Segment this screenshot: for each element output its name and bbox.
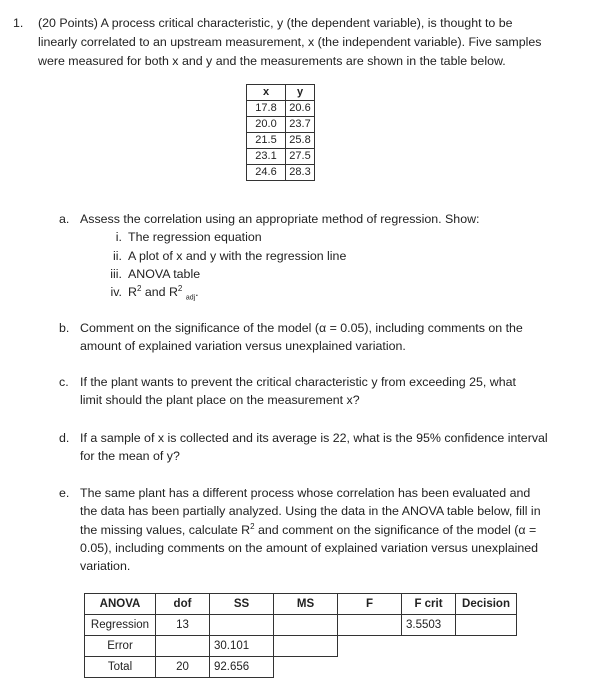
y-value: 25.8 <box>286 133 315 149</box>
part-a-item-r-squared: $R^2$ and $R^2$ $_{adj}$. <box>128 283 199 302</box>
table-row <box>247 149 315 165</box>
part-d-line-1: If a sample of x is collected and its average is 22, what is the 95% confidence interval <box>80 431 548 445</box>
regression-fcrit: 3.5503 <box>402 615 456 636</box>
error-label: Error <box>85 636 156 657</box>
y-value: 20.6 <box>286 101 315 117</box>
x-value: 20.0 <box>247 117 286 133</box>
error-ss: 30.101 <box>210 636 274 657</box>
part-a-item-num: iv. <box>110 285 122 299</box>
question-line-1: (20 Points) A process critical characteristic, y (the dependent variable), is thought to be <box>38 16 513 30</box>
anova-header-row <box>85 594 517 615</box>
regression-ss <box>210 615 274 636</box>
part-a-item-text: The regression equation <box>128 230 262 244</box>
regression-ms <box>274 615 338 636</box>
y-value: 23.7 <box>286 117 315 133</box>
regression-dof: 13 <box>156 615 210 636</box>
part-e-line-2: the data has been partially analyzed. Using the data in the ANOVA table below, fill in <box>80 504 541 518</box>
part-e-line-3: the missing values, calculate $R^2$ and comment on the significance of the model (α = <box>80 521 537 537</box>
error-dof <box>156 636 210 657</box>
x-value: 21.5 <box>247 133 286 149</box>
part-d-label: d. <box>59 431 70 445</box>
xy-data-table <box>246 84 315 181</box>
part-b-line-2: amount of explained variation versus unexplained variation. <box>80 339 406 353</box>
total-label: Total <box>85 657 156 678</box>
regression-f <box>338 615 402 636</box>
question-line-2: linearly correlated to an upstream measurement, x (the independent variable). Five samples <box>38 35 542 49</box>
part-e-line-1: The same plant has a different process whose correlation has been evaluated and <box>80 486 531 500</box>
error-ms <box>274 636 338 657</box>
x-value: 24.6 <box>247 165 286 181</box>
part-a-item-num: iii. <box>110 267 122 281</box>
anova-header: ANOVA <box>85 594 156 615</box>
xy-header-row <box>247 85 315 101</box>
anova-table <box>84 593 517 678</box>
part-c-line-1: If the plant wants to prevent the critical characteristic y from exceeding 25, what <box>80 375 516 389</box>
ss-header: SS <box>210 594 274 615</box>
x-header: x <box>247 85 286 101</box>
part-e-line-4: 0.05), including comments on the amount of explained variation versus unexplained <box>80 541 539 555</box>
table-row <box>247 165 315 181</box>
fcrit-header: F crit <box>402 594 456 615</box>
y-value: 27.5 <box>286 149 315 165</box>
part-e-label: e. <box>59 486 70 500</box>
y-value: 28.3 <box>286 165 315 181</box>
question-line-3: were measured for both x and y and the measurements are shown in the table below. <box>38 54 506 68</box>
question-number: 1. <box>13 16 24 30</box>
part-b-label: b. <box>59 321 70 335</box>
f-header: F <box>338 594 402 615</box>
regression-label: Regression <box>85 615 156 636</box>
part-c-line-2: limit should the plant place on the measurement x? <box>80 393 360 407</box>
dof-header: dof <box>156 594 210 615</box>
part-b-line-1: Comment on the significance of the model (α = 0.05), including comments on the <box>80 321 523 335</box>
x-value: 17.8 <box>247 101 286 117</box>
part-a-item-text: ANOVA table <box>128 267 201 281</box>
table-row <box>247 133 315 149</box>
regression-decision <box>456 615 517 636</box>
part-c-label: c. <box>59 375 69 389</box>
part-a-label: a. <box>59 212 70 226</box>
part-a-text: Assess the correlation using an appropriate method of regression. Show: <box>80 212 480 226</box>
part-d-line-2: for the mean of y? <box>80 449 180 463</box>
total-dof: 20 <box>156 657 210 678</box>
x-value: 23.1 <box>247 149 286 165</box>
part-a-item-num: ii. <box>113 249 122 263</box>
total-row <box>85 657 517 678</box>
part-a-item-num: i. <box>115 230 122 244</box>
table-row <box>247 117 315 133</box>
part-e-line-5: variation. <box>80 559 131 573</box>
ms-header: MS <box>274 594 338 615</box>
y-header: y <box>286 85 315 101</box>
table-row <box>247 101 315 117</box>
total-ss: 92.656 <box>210 657 274 678</box>
decision-header: Decision <box>456 594 517 615</box>
part-a-item-text: A plot of x and y with the regression line <box>128 249 347 263</box>
error-row <box>85 636 517 657</box>
regression-row <box>85 615 517 636</box>
